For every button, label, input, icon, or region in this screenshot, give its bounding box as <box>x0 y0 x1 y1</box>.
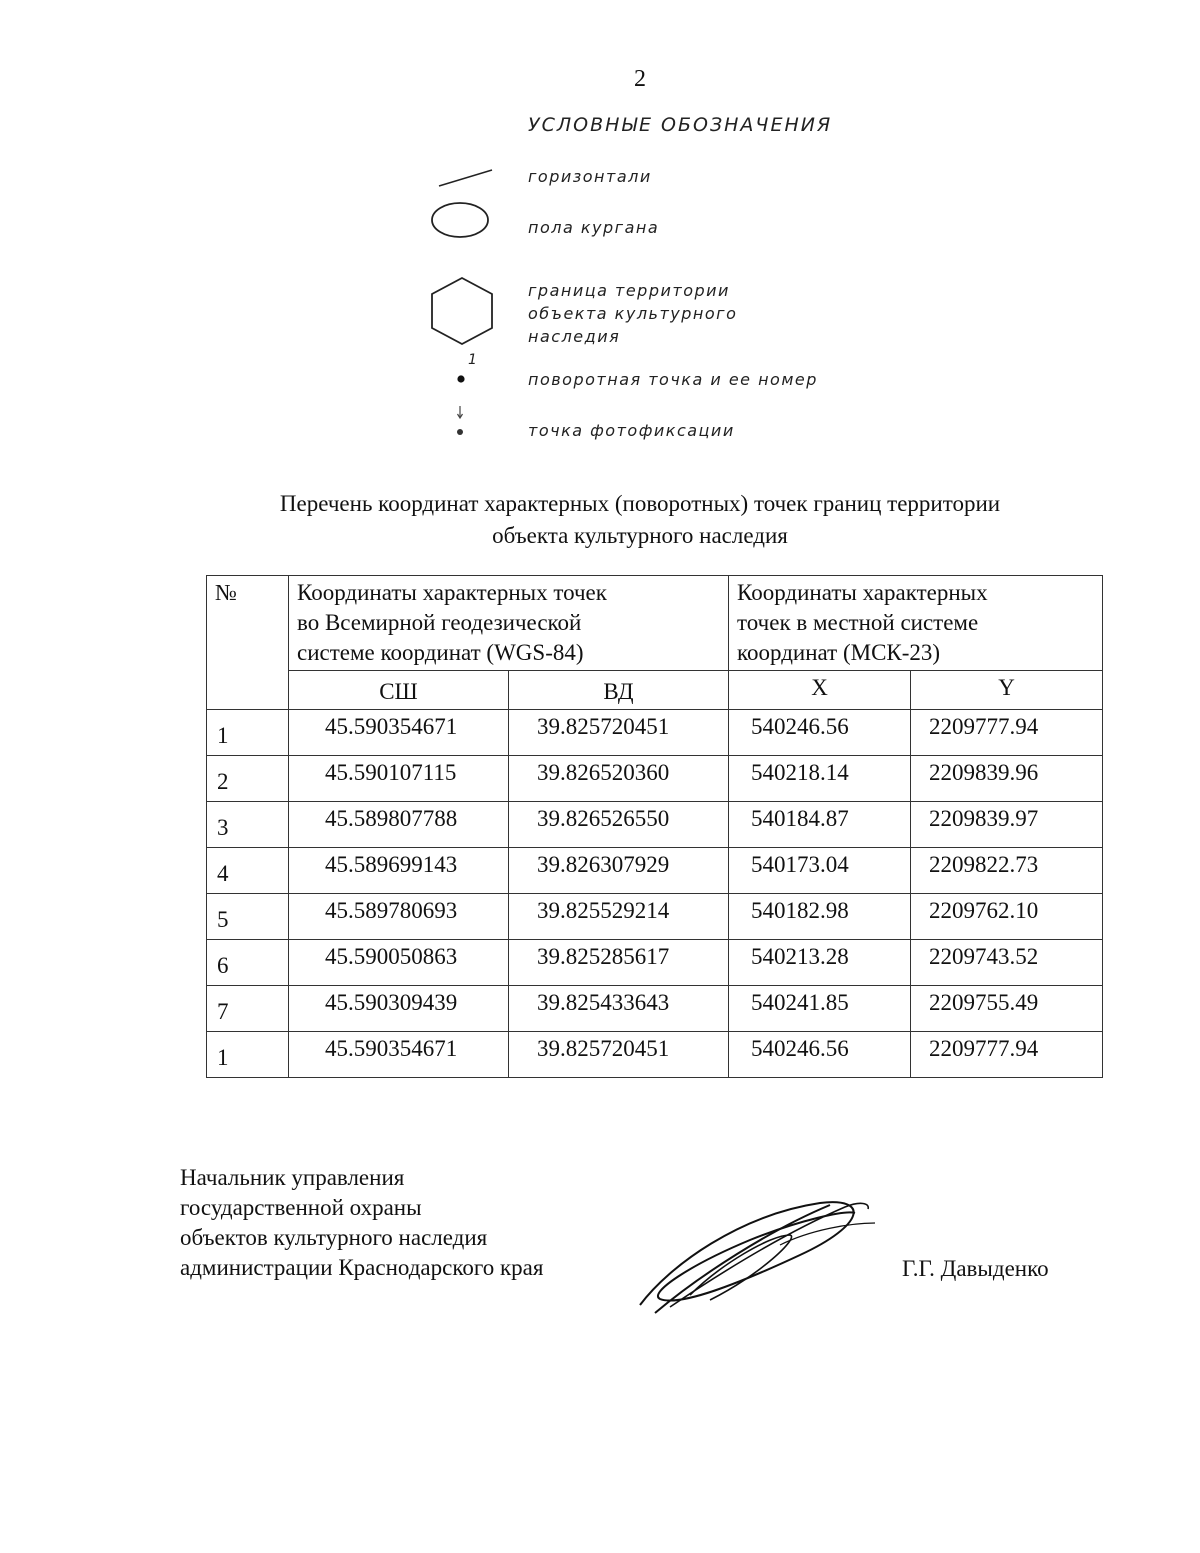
table-row <box>207 756 1103 802</box>
table-subheader-row <box>207 671 1103 710</box>
cell-y: 2209762.10 <box>911 894 1103 940</box>
cell-latitude: 45.590050863 <box>289 940 509 986</box>
header-wgs84 <box>289 576 729 671</box>
coordinates-list-title <box>180 488 1100 552</box>
cell-y: 2209839.97 <box>911 802 1103 848</box>
header-msk23-line2: точек в местной системе <box>737 610 979 635</box>
header-y: Y <box>911 671 1103 710</box>
table-row <box>207 848 1103 894</box>
photo-point-icon <box>452 404 468 440</box>
cell-x: 540182.98 <box>729 894 911 940</box>
cell-x: 540246.56 <box>729 1032 911 1078</box>
signer-position-line1: Начальник управления <box>180 1165 405 1190</box>
cell-longitude: 39.825433643 <box>509 986 729 1032</box>
table-row <box>207 802 1103 848</box>
cell-point-number: 2 <box>207 756 289 802</box>
table-row <box>207 940 1103 986</box>
legend-label-contours: горизонтали <box>528 167 652 186</box>
signer-position-line2: государственной охраны <box>180 1195 422 1220</box>
cell-y: 2209839.96 <box>911 756 1103 802</box>
cell-x: 540184.87 <box>729 802 911 848</box>
legend-label-turning-point: поворотная точка и ее номер <box>528 370 818 389</box>
cell-y: 2209743.52 <box>911 940 1103 986</box>
cell-longitude: 39.825720451 <box>509 710 729 756</box>
header-x: X <box>729 671 911 710</box>
coordinates-table <box>206 575 1103 1078</box>
cell-latitude: 45.590354671 <box>289 1032 509 1078</box>
point-icon <box>454 372 468 386</box>
legend-label-mound: пола кургана <box>528 218 660 237</box>
header-wgs84-line1: Координаты характерных точек <box>297 580 607 605</box>
header-latitude: СШ <box>289 671 509 710</box>
signer-position-line4: администрации Краснодарского края <box>180 1255 544 1280</box>
cell-longitude: 39.826520360 <box>509 756 729 802</box>
handwritten-signature <box>630 1195 880 1325</box>
header-number: № <box>207 576 289 710</box>
header-msk23 <box>729 576 1103 671</box>
cell-point-number: 4 <box>207 848 289 894</box>
cell-y: 2209777.94 <box>911 710 1103 756</box>
legend-label-boundary-3: наследия <box>528 327 621 346</box>
cell-point-number: 1 <box>207 710 289 756</box>
table-row <box>207 710 1103 756</box>
cell-longitude: 39.826307929 <box>509 848 729 894</box>
cell-longitude: 39.825285617 <box>509 940 729 986</box>
cell-point-number: 1 <box>207 1032 289 1078</box>
cell-latitude: 45.589807788 <box>289 802 509 848</box>
cell-latitude: 45.590309439 <box>289 986 509 1032</box>
header-msk23-line1: Координаты характерных <box>737 580 988 605</box>
cell-x: 540173.04 <box>729 848 911 894</box>
signer-position-line3: объектов культурного наследия <box>180 1225 488 1250</box>
header-wgs84-line3: системе координат (WGS-84) <box>297 640 584 665</box>
ellipse-icon <box>428 200 494 240</box>
cell-longitude: 39.825529214 <box>509 894 729 940</box>
cell-y: 2209777.94 <box>911 1032 1103 1078</box>
signer-name: Г.Г. Давыденко <box>902 1256 1049 1281</box>
cell-longitude: 39.825720451 <box>509 1032 729 1078</box>
cell-latitude: 45.590354671 <box>289 710 509 756</box>
cell-x: 540218.14 <box>729 756 911 802</box>
cell-y: 2209822.73 <box>911 848 1103 894</box>
cell-latitude: 45.589780693 <box>289 894 509 940</box>
hexagon-icon <box>424 274 500 350</box>
coordinates-list-title-line1: Перечень координат характерных (поворотных) точек границ территории <box>279 491 1001 516</box>
table-row <box>207 894 1103 940</box>
table-row <box>207 1032 1103 1078</box>
cell-x: 540213.28 <box>729 940 911 986</box>
cell-y: 2209755.49 <box>911 986 1103 1032</box>
cell-point-number: 6 <box>207 940 289 986</box>
legend-label-boundary-1: граница территории <box>528 281 730 300</box>
cell-x: 540241.85 <box>729 986 911 1032</box>
cell-point-number: 5 <box>207 894 289 940</box>
coordinates-list-title-line2: объекта культурного наследия <box>492 523 788 548</box>
signer-position <box>180 1163 543 1283</box>
table-header-row <box>207 576 1103 671</box>
cell-point-number: 3 <box>207 802 289 848</box>
cell-latitude: 45.589699143 <box>289 848 509 894</box>
contour-line-icon <box>436 164 496 190</box>
cell-x: 540246.56 <box>729 710 911 756</box>
cell-latitude: 45.590107115 <box>289 756 509 802</box>
table-row <box>207 986 1103 1032</box>
turning-point-marker-number: 1 <box>468 352 479 368</box>
cell-point-number: 7 <box>207 986 289 1032</box>
legend-label-photo-point: точка фотофиксации <box>528 421 735 440</box>
cell-longitude: 39.826526550 <box>509 802 729 848</box>
legend-title: УСЛОВНЫЕ ОБОЗНАЧЕНИЯ <box>528 114 833 136</box>
page-number: 2 <box>634 66 646 92</box>
header-wgs84-line2: во Всемирной геодезической <box>297 610 582 635</box>
header-msk23-line3: координат (МСК-23) <box>737 640 941 665</box>
header-longitude: ВД <box>509 671 729 710</box>
legend-label-boundary-2: объекта культурного <box>528 304 738 323</box>
